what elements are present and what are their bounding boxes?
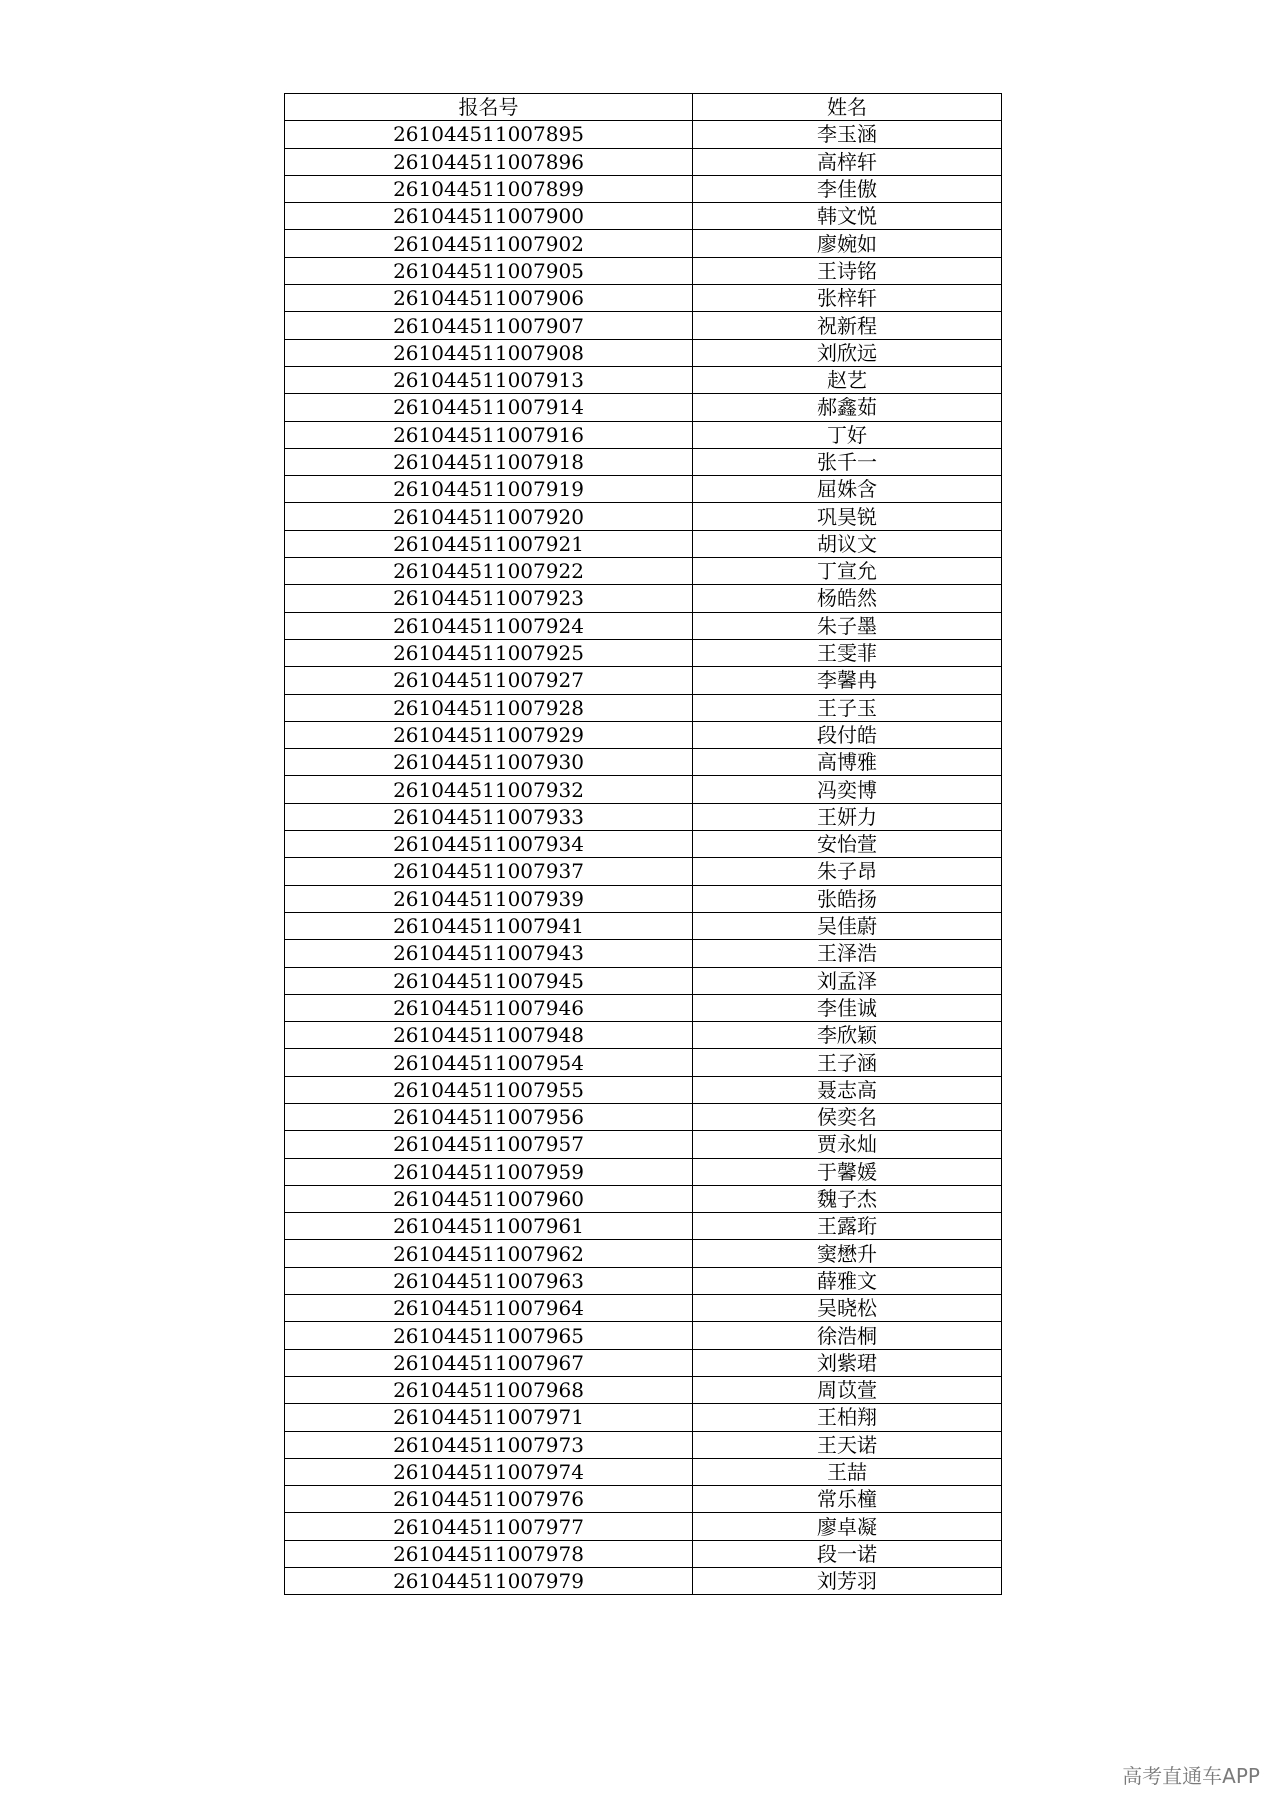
name-cell: 张皓扬: [693, 885, 1002, 912]
table-row: [285, 639, 1002, 666]
name-cell: 李佳傲: [693, 175, 1002, 202]
table-row: [285, 1431, 1002, 1458]
table-row: [285, 148, 1002, 175]
table-row: [285, 667, 1002, 694]
registration-number-cell: 261044511007927: [285, 667, 693, 694]
registration-number-cell: 261044511007906: [285, 285, 693, 312]
name-cell: 廖婉如: [693, 230, 1002, 257]
table-row: [285, 285, 1002, 312]
registration-number-cell: 261044511007960: [285, 1185, 693, 1212]
table-row: [285, 1103, 1002, 1130]
name-cell: 李佳诚: [693, 994, 1002, 1021]
registration-number-cell: 261044511007954: [285, 1049, 693, 1076]
table-row: [285, 1568, 1002, 1595]
registration-number-cell: 261044511007934: [285, 831, 693, 858]
name-cell: 王雯菲: [693, 639, 1002, 666]
registration-number-cell: 261044511007930: [285, 749, 693, 776]
registration-number-cell: 261044511007961: [285, 1213, 693, 1240]
name-cell: 吴佳蔚: [693, 912, 1002, 939]
table-row: [285, 1322, 1002, 1349]
registration-number-cell: 261044511007922: [285, 558, 693, 585]
registration-number-cell: 261044511007971: [285, 1404, 693, 1431]
table-row: [285, 175, 1002, 202]
table-row: [285, 831, 1002, 858]
registration-number-cell: 261044511007955: [285, 1076, 693, 1103]
registration-number-cell: 261044511007945: [285, 967, 693, 994]
watermark: 高考直通车APP: [1122, 1764, 1260, 1788]
table-row: [285, 694, 1002, 721]
name-cell: 李玉涵: [693, 121, 1002, 148]
table-row: [285, 1540, 1002, 1567]
registration-number-cell: 261044511007964: [285, 1295, 693, 1322]
name-cell: 段一诺: [693, 1540, 1002, 1567]
registration-number-cell: 261044511007925: [285, 639, 693, 666]
table-row: [285, 749, 1002, 776]
name-cell: 李欣颖: [693, 1022, 1002, 1049]
table-row: [285, 1022, 1002, 1049]
name-cell: 韩文悦: [693, 203, 1002, 230]
registration-number-cell: 261044511007924: [285, 612, 693, 639]
name-cell: 周苡萱: [693, 1376, 1002, 1403]
name-cell: 廖卓凝: [693, 1513, 1002, 1540]
registration-number-cell: 261044511007968: [285, 1376, 693, 1403]
table-row: [285, 721, 1002, 748]
column-header-registration-number: 报名号: [285, 94, 693, 121]
table-row: [285, 312, 1002, 339]
registration-number-cell: 261044511007920: [285, 503, 693, 530]
registration-number-cell: 261044511007899: [285, 175, 693, 202]
table-row: [285, 558, 1002, 585]
registration-number-cell: 261044511007948: [285, 1022, 693, 1049]
name-cell: 屈姝含: [693, 476, 1002, 503]
name-cell: 安怡萱: [693, 831, 1002, 858]
table-row: [285, 885, 1002, 912]
name-cell: 常乐橦: [693, 1486, 1002, 1513]
name-cell: 刘紫珺: [693, 1349, 1002, 1376]
table-row: [285, 612, 1002, 639]
registration-number-cell: 261044511007918: [285, 448, 693, 475]
table-row: [285, 339, 1002, 366]
name-cell: 冯奕博: [693, 776, 1002, 803]
registration-number-cell: 261044511007943: [285, 940, 693, 967]
table-row: [285, 1404, 1002, 1431]
table-row: [285, 257, 1002, 284]
name-cell: 郝鑫茹: [693, 394, 1002, 421]
table-row: [285, 1376, 1002, 1403]
table-row: [285, 776, 1002, 803]
registration-number-cell: 261044511007916: [285, 421, 693, 448]
table-row: [285, 366, 1002, 393]
name-cell: 刘欣远: [693, 339, 1002, 366]
registration-number-cell: 261044511007977: [285, 1513, 693, 1540]
name-cell: 朱子昂: [693, 858, 1002, 885]
name-cell: 贾永灿: [693, 1131, 1002, 1158]
registration-number-cell: 261044511007976: [285, 1486, 693, 1513]
registration-number-cell: 261044511007962: [285, 1240, 693, 1267]
registration-number-cell: 261044511007978: [285, 1540, 693, 1567]
name-cell: 张梓轩: [693, 285, 1002, 312]
registration-number-cell: 261044511007908: [285, 339, 693, 366]
table-row: [285, 585, 1002, 612]
name-cell: 王妍力: [693, 803, 1002, 830]
name-cell: 魏子杰: [693, 1185, 1002, 1212]
name-cell: 刘芳羽: [693, 1568, 1002, 1595]
name-cell: 丁宣允: [693, 558, 1002, 585]
table-row: [285, 803, 1002, 830]
registration-number-cell: 261044511007974: [285, 1458, 693, 1485]
registration-number-cell: 261044511007932: [285, 776, 693, 803]
table-header-row: [285, 94, 1002, 121]
table-row: [285, 1131, 1002, 1158]
name-cell: 窦懋升: [693, 1240, 1002, 1267]
registration-number-cell: 261044511007959: [285, 1158, 693, 1185]
registration-number-cell: 261044511007946: [285, 994, 693, 1021]
name-cell: 王喆: [693, 1458, 1002, 1485]
registration-number-cell: 261044511007923: [285, 585, 693, 612]
name-cell: 王诗铭: [693, 257, 1002, 284]
table-row: [285, 1349, 1002, 1376]
registration-number-cell: 261044511007956: [285, 1103, 693, 1130]
table-row: [285, 912, 1002, 939]
name-cell: 吴晓松: [693, 1295, 1002, 1322]
table-row: [285, 1076, 1002, 1103]
registration-number-cell: 261044511007967: [285, 1349, 693, 1376]
name-cell: 王露珩: [693, 1213, 1002, 1240]
table-row: [285, 421, 1002, 448]
registration-number-cell: 261044511007957: [285, 1131, 693, 1158]
registration-number-cell: 261044511007979: [285, 1568, 693, 1595]
registration-number-cell: 261044511007937: [285, 858, 693, 885]
registration-number-cell: 261044511007914: [285, 394, 693, 421]
name-cell: 王泽浩: [693, 940, 1002, 967]
table-row: [285, 1240, 1002, 1267]
name-cell: 王柏翔: [693, 1404, 1002, 1431]
table-row: [285, 858, 1002, 885]
registration-table: [284, 93, 1002, 1595]
table-row: [285, 1158, 1002, 1185]
registration-number-cell: 261044511007921: [285, 530, 693, 557]
name-cell: 侯奕名: [693, 1103, 1002, 1130]
name-cell: 王天诺: [693, 1431, 1002, 1458]
registration-number-cell: 261044511007895: [285, 121, 693, 148]
registration-number-cell: 261044511007965: [285, 1322, 693, 1349]
table-row: [285, 940, 1002, 967]
name-cell: 聂志高: [693, 1076, 1002, 1103]
name-cell: 朱子墨: [693, 612, 1002, 639]
registration-number-cell: 261044511007941: [285, 912, 693, 939]
registration-number-cell: 261044511007929: [285, 721, 693, 748]
registration-number-cell: 261044511007928: [285, 694, 693, 721]
table-row: [285, 1185, 1002, 1212]
column-header-name: 姓名: [693, 94, 1002, 121]
registration-number-cell: 261044511007973: [285, 1431, 693, 1458]
name-cell: 赵艺: [693, 366, 1002, 393]
table-row: [285, 448, 1002, 475]
table-row: [285, 203, 1002, 230]
registration-number-cell: 261044511007939: [285, 885, 693, 912]
table-row: [285, 121, 1002, 148]
name-cell: 胡议文: [693, 530, 1002, 557]
table-row: [285, 967, 1002, 994]
table-body: [285, 121, 1002, 1595]
registration-number-cell: 261044511007905: [285, 257, 693, 284]
table-row: [285, 394, 1002, 421]
table-row: [285, 230, 1002, 257]
table-row: [285, 503, 1002, 530]
table-row: [285, 476, 1002, 503]
name-cell: 刘孟泽: [693, 967, 1002, 994]
name-cell: 高梓轩: [693, 148, 1002, 175]
name-cell: 王子涵: [693, 1049, 1002, 1076]
name-cell: 张千一: [693, 448, 1002, 475]
table-row: [285, 1295, 1002, 1322]
name-cell: 丁好: [693, 421, 1002, 448]
table-row: [285, 1458, 1002, 1485]
name-cell: 杨皓然: [693, 585, 1002, 612]
registration-number-cell: 261044511007900: [285, 203, 693, 230]
table-row: [285, 1213, 1002, 1240]
name-cell: 祝新程: [693, 312, 1002, 339]
table-row: [285, 530, 1002, 557]
registration-number-cell: 261044511007896: [285, 148, 693, 175]
name-cell: 高博雅: [693, 749, 1002, 776]
registration-number-cell: 261044511007933: [285, 803, 693, 830]
name-cell: 王子玉: [693, 694, 1002, 721]
name-cell: 徐浩桐: [693, 1322, 1002, 1349]
registration-number-cell: 261044511007963: [285, 1267, 693, 1294]
name-cell: 李馨冉: [693, 667, 1002, 694]
table-row: [285, 1513, 1002, 1540]
name-cell: 巩昊锐: [693, 503, 1002, 530]
name-cell: 段付皓: [693, 721, 1002, 748]
table-row: [285, 994, 1002, 1021]
registration-number-cell: 261044511007919: [285, 476, 693, 503]
table-row: [285, 1049, 1002, 1076]
registration-number-cell: 261044511007907: [285, 312, 693, 339]
registration-number-cell: 261044511007913: [285, 366, 693, 393]
name-cell: 薛雅文: [693, 1267, 1002, 1294]
table-row: [285, 1486, 1002, 1513]
registration-number-cell: 261044511007902: [285, 230, 693, 257]
table-row: [285, 1267, 1002, 1294]
name-cell: 于馨媛: [693, 1158, 1002, 1185]
